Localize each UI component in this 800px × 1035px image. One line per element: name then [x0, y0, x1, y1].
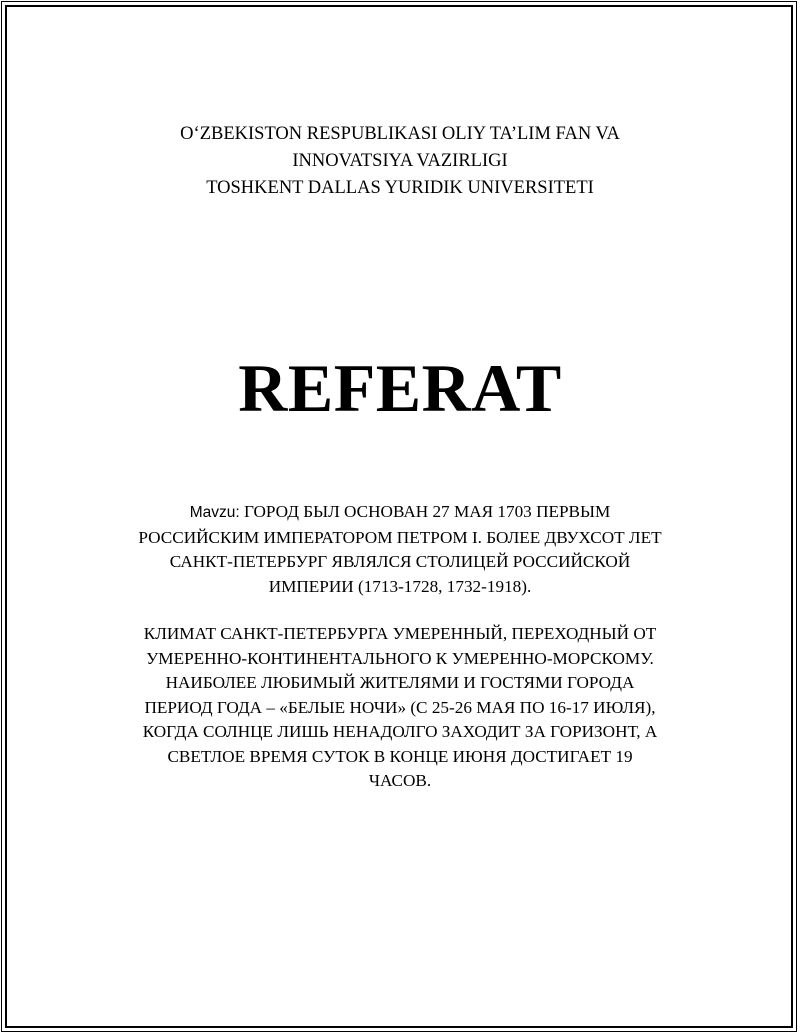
topic-line: ИМПЕРИИ (1713-1728, 1732-1918). — [268, 576, 532, 596]
climate-line: КОГДА СОЛНЦЕ ЛИШЬ НЕНАДОЛГО ЗАХОДИТ ЗА ГОРИЗОНТ, А — [142, 722, 658, 741]
climate-paragraph — [0, 622, 800, 794]
topic-label: Mavzu: — [189, 504, 240, 521]
topic-line: САНКТ-ПЕТЕРБУРГ ЯВЛЯЛСЯ СТОЛИЦЕЙ РОССИЙСКОЙ — [169, 552, 631, 571]
climate-line: УМЕРЕННО-КОНТИНЕНТАЛЬНОГО К УМЕРЕННО-МОРСКОМУ. — [146, 648, 654, 668]
climate-line: СВЕТЛОЕ ВРЕМЯ СУТОК В КОНЦЕ ИЮНЯ ДОСТИГАЕТ 19 — [167, 746, 633, 766]
document-title: REFERAT — [238, 350, 562, 426]
topic-line-text: ГОРОД БЫЛ ОСНОВАН 27 МАЯ 1703 ПЕРВЫМ — [239, 502, 611, 521]
header-line-university: TOSHKENT DALLAS YURIDIK UNIVERSITETI — [206, 178, 594, 198]
climate-line: НАИБОЛЕЕ ЛЮБИМЫЙ ЖИТЕЛЯМИ И ГОСТЯМИ ГОРОДА — [165, 673, 635, 692]
header-line-ministry-2: INNOVATSIYA VAZIRLIGI — [292, 151, 508, 171]
topic-line — [0, 500, 800, 526]
climate-line: ПЕРИОД ГОДА – «БЕЛЫЕ НОЧИ» (С 25-26 МАЯ ПО 16-17 ИЮЛЯ), — [144, 697, 656, 717]
header-line-ministry-1: O‘ZBEKISTON RESPUBLIKASI OLIY TA’LIM FAN VA — [180, 124, 620, 144]
topic-line: РОССИЙСКИМ ИМПЕРАТОРОМ ПЕТРОМ I. БОЛЕЕ ДВУХСОТ ЛЕТ — [138, 527, 662, 547]
institution-header — [0, 121, 800, 202]
climate-line: КЛИМАТ САНКТ-ПЕТЕРБУРГА УМЕРЕННЫЙ, ПЕРЕХОДНЫЙ ОТ — [143, 624, 657, 643]
climate-line: ЧАСОВ. — [368, 771, 432, 790]
topic-paragraph — [0, 500, 800, 599]
